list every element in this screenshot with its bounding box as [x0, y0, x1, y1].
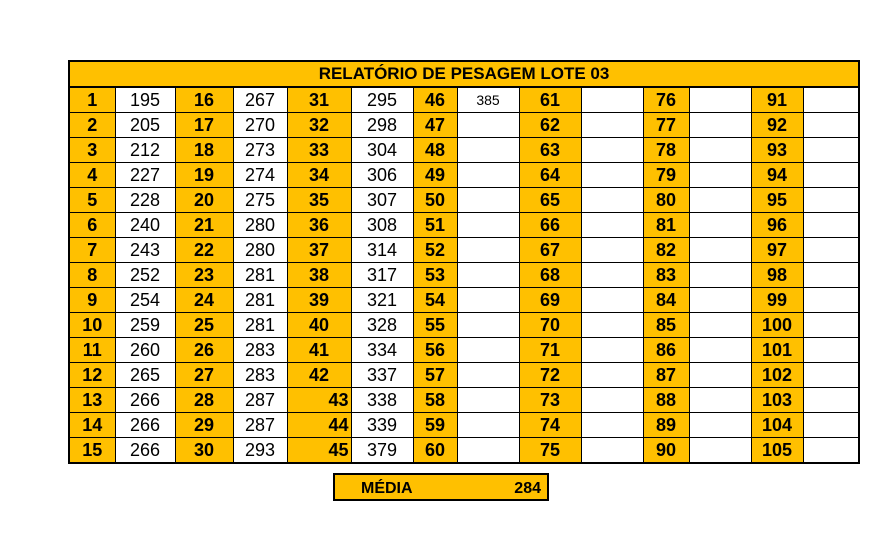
- weight-cell: [689, 413, 751, 438]
- animal-number-cell: 10: [69, 313, 115, 338]
- weight-cell: [803, 87, 859, 113]
- weight-cell: [689, 238, 751, 263]
- animal-number-cell: 59: [413, 413, 457, 438]
- data-row: [69, 113, 859, 138]
- animal-number-cell: 71: [519, 338, 581, 363]
- animal-number-cell: 33: [287, 138, 351, 163]
- animal-number-cell: 22: [175, 238, 233, 263]
- animal-number-cell: 56: [413, 338, 457, 363]
- animal-number-cell: 17: [175, 113, 233, 138]
- weight-cell: [457, 313, 519, 338]
- data-row: [69, 213, 859, 238]
- animal-number-cell: 8: [69, 263, 115, 288]
- weight-cell: 328: [351, 313, 413, 338]
- weight-cell: 334: [351, 338, 413, 363]
- animal-number-cell: 32: [287, 113, 351, 138]
- weight-cell: [803, 438, 859, 464]
- animal-number-cell: 68: [519, 263, 581, 288]
- animal-number-cell: 5: [69, 188, 115, 213]
- weight-cell: [581, 163, 643, 188]
- animal-number-cell: 60: [413, 438, 457, 464]
- weight-cell: [689, 87, 751, 113]
- weight-cell: 295: [351, 87, 413, 113]
- animal-number-cell: 46: [413, 87, 457, 113]
- animal-number-cell: 13: [69, 388, 115, 413]
- animal-number-cell: 66: [519, 213, 581, 238]
- animal-number-cell: 31: [287, 87, 351, 113]
- weight-cell: [457, 188, 519, 213]
- animal-number-cell: 93: [751, 138, 803, 163]
- weight-cell: [803, 363, 859, 388]
- animal-number-cell: 64: [519, 163, 581, 188]
- weight-cell: [581, 188, 643, 213]
- weight-cell: 205: [115, 113, 175, 138]
- weight-cell: [689, 388, 751, 413]
- weight-cell: [803, 288, 859, 313]
- weight-cell: 270: [233, 113, 287, 138]
- weight-cell: [457, 213, 519, 238]
- data-row: [69, 413, 859, 438]
- weight-cell: 317: [351, 263, 413, 288]
- animal-number-cell: 48: [413, 138, 457, 163]
- animal-number-cell: 49: [413, 163, 457, 188]
- data-row: [69, 87, 859, 113]
- weight-cell: [581, 138, 643, 163]
- weight-cell: [581, 288, 643, 313]
- weight-cell: 267: [233, 87, 287, 113]
- report-title: RELATÓRIO DE PESAGEM LOTE 03: [69, 61, 859, 87]
- animal-number-cell: 102: [751, 363, 803, 388]
- weight-cell: 227: [115, 163, 175, 188]
- weight-cell: [581, 313, 643, 338]
- animal-number-cell: 94: [751, 163, 803, 188]
- weight-cell: [689, 363, 751, 388]
- weight-cell: [803, 263, 859, 288]
- weight-cell: 243: [115, 238, 175, 263]
- weight-cell: [457, 338, 519, 363]
- weight-cell: 259: [115, 313, 175, 338]
- weight-cell: 254: [115, 288, 175, 313]
- animal-number-cell: 77: [643, 113, 689, 138]
- weight-cell: [581, 438, 643, 464]
- data-row: [69, 163, 859, 188]
- animal-number-cell: 95: [751, 188, 803, 213]
- title-row: [69, 61, 859, 87]
- weight-cell: [689, 138, 751, 163]
- weight-cell: 293: [233, 438, 287, 464]
- weight-cell: 228: [115, 188, 175, 213]
- average-label: MÉDIA: [361, 480, 413, 497]
- weight-cell: [689, 213, 751, 238]
- animal-number-cell: 25: [175, 313, 233, 338]
- animal-number-cell: 35: [287, 188, 351, 213]
- animal-number-cell: 96: [751, 213, 803, 238]
- animal-number-cell: 82: [643, 238, 689, 263]
- weight-cell: 304: [351, 138, 413, 163]
- weight-cell: 274: [233, 163, 287, 188]
- weight-cell: 385: [457, 87, 519, 113]
- weight-cell: 314: [351, 238, 413, 263]
- animal-number-cell: 11: [69, 338, 115, 363]
- animal-number-cell: 51: [413, 213, 457, 238]
- weight-cell: 240: [115, 213, 175, 238]
- animal-number-cell: 105: [751, 438, 803, 464]
- average-box: [333, 473, 549, 501]
- weight-cell: 280: [233, 238, 287, 263]
- data-row: [69, 188, 859, 213]
- data-row: [69, 438, 859, 464]
- weight-cell: 266: [115, 438, 175, 464]
- weight-cell: 266: [115, 388, 175, 413]
- animal-number-cell: 39: [287, 288, 351, 313]
- data-row: [69, 363, 859, 388]
- data-row: [69, 313, 859, 338]
- animal-number-cell: 81: [643, 213, 689, 238]
- animal-number-cell: 97: [751, 238, 803, 263]
- weight-cell: 283: [233, 363, 287, 388]
- weight-cell: 287: [233, 388, 287, 413]
- animal-number-cell: 57: [413, 363, 457, 388]
- animal-number-cell: 7: [69, 238, 115, 263]
- weight-cell: 283: [233, 338, 287, 363]
- weight-cell: [581, 388, 643, 413]
- animal-number-cell: 61: [519, 87, 581, 113]
- animal-number-cell: 91: [751, 87, 803, 113]
- data-row: [69, 388, 859, 413]
- weight-cell: [803, 213, 859, 238]
- animal-number-cell: 20: [175, 188, 233, 213]
- animal-number-cell: 34: [287, 163, 351, 188]
- weight-cell: 212: [115, 138, 175, 163]
- weight-cell: [581, 87, 643, 113]
- weight-cell: [803, 113, 859, 138]
- animal-number-cell: 16: [175, 87, 233, 113]
- weight-cell: [803, 413, 859, 438]
- weight-cell: [581, 413, 643, 438]
- animal-number-cell: 19: [175, 163, 233, 188]
- animal-number-cell: 103: [751, 388, 803, 413]
- weight-cell: 321: [351, 288, 413, 313]
- animal-number-cell: 29: [175, 413, 233, 438]
- weight-cell: [803, 163, 859, 188]
- animal-number-cell: 12: [69, 363, 115, 388]
- animal-number-cell: 89: [643, 413, 689, 438]
- weighing-report-table: [68, 60, 860, 464]
- animal-number-cell: 38: [287, 263, 351, 288]
- weight-cell: [689, 163, 751, 188]
- average-value: 284: [514, 480, 541, 497]
- animal-number-cell: 62: [519, 113, 581, 138]
- weight-cell: [457, 288, 519, 313]
- animal-number-cell: 74: [519, 413, 581, 438]
- animal-number-cell: 53: [413, 263, 457, 288]
- animal-number-cell: 50: [413, 188, 457, 213]
- weight-cell: [457, 238, 519, 263]
- animal-number-cell: 54: [413, 288, 457, 313]
- animal-number-cell: 85: [643, 313, 689, 338]
- animal-number-cell: 45: [287, 438, 351, 464]
- weight-cell: [803, 188, 859, 213]
- weight-cell: 287: [233, 413, 287, 438]
- weight-cell: 252: [115, 263, 175, 288]
- weight-cell: [689, 338, 751, 363]
- animal-number-cell: 52: [413, 238, 457, 263]
- animal-number-cell: 67: [519, 238, 581, 263]
- animal-number-cell: 47: [413, 113, 457, 138]
- weight-cell: 337: [351, 363, 413, 388]
- animal-number-cell: 1: [69, 87, 115, 113]
- weight-cell: [689, 313, 751, 338]
- animal-number-cell: 27: [175, 363, 233, 388]
- weight-cell: 307: [351, 188, 413, 213]
- animal-number-cell: 84: [643, 288, 689, 313]
- animal-number-cell: 4: [69, 163, 115, 188]
- animal-number-cell: 73: [519, 388, 581, 413]
- animal-number-cell: 9: [69, 288, 115, 313]
- animal-number-cell: 24: [175, 288, 233, 313]
- animal-number-cell: 86: [643, 338, 689, 363]
- animal-number-cell: 65: [519, 188, 581, 213]
- weight-cell: [803, 388, 859, 413]
- weight-cell: 195: [115, 87, 175, 113]
- animal-number-cell: 90: [643, 438, 689, 464]
- weight-cell: 281: [233, 313, 287, 338]
- animal-number-cell: 87: [643, 363, 689, 388]
- data-row: [69, 238, 859, 263]
- animal-number-cell: 72: [519, 363, 581, 388]
- animal-number-cell: 18: [175, 138, 233, 163]
- animal-number-cell: 101: [751, 338, 803, 363]
- weight-cell: 265: [115, 363, 175, 388]
- weight-cell: [457, 388, 519, 413]
- weight-cell: [457, 138, 519, 163]
- weight-cell: [689, 438, 751, 464]
- animal-number-cell: 98: [751, 263, 803, 288]
- weight-cell: 306: [351, 163, 413, 188]
- weight-cell: [457, 438, 519, 464]
- weight-cell: 379: [351, 438, 413, 464]
- animal-number-cell: 100: [751, 313, 803, 338]
- weight-cell: 339: [351, 413, 413, 438]
- weight-cell: [581, 238, 643, 263]
- animal-number-cell: 99: [751, 288, 803, 313]
- animal-number-cell: 41: [287, 338, 351, 363]
- animal-number-cell: 42: [287, 363, 351, 388]
- weight-cell: [457, 113, 519, 138]
- animal-number-cell: 88: [643, 388, 689, 413]
- animal-number-cell: 55: [413, 313, 457, 338]
- data-row: [69, 263, 859, 288]
- animal-number-cell: 75: [519, 438, 581, 464]
- animal-number-cell: 26: [175, 338, 233, 363]
- data-row: [69, 138, 859, 163]
- animal-number-cell: 92: [751, 113, 803, 138]
- weight-cell: 273: [233, 138, 287, 163]
- animal-number-cell: 44: [287, 413, 351, 438]
- animal-number-cell: 79: [643, 163, 689, 188]
- animal-number-cell: 30: [175, 438, 233, 464]
- weight-cell: [689, 288, 751, 313]
- data-row: [69, 338, 859, 363]
- animal-number-cell: 78: [643, 138, 689, 163]
- weight-cell: [457, 163, 519, 188]
- animal-number-cell: 69: [519, 288, 581, 313]
- weight-cell: 281: [233, 263, 287, 288]
- animal-number-cell: 23: [175, 263, 233, 288]
- weight-cell: 280: [233, 213, 287, 238]
- animal-number-cell: 28: [175, 388, 233, 413]
- weight-cell: [457, 413, 519, 438]
- animal-number-cell: 21: [175, 213, 233, 238]
- weight-cell: [689, 188, 751, 213]
- weight-cell: 260: [115, 338, 175, 363]
- data-row: [69, 288, 859, 313]
- animal-number-cell: 3: [69, 138, 115, 163]
- weight-cell: 298: [351, 113, 413, 138]
- weight-cell: [581, 338, 643, 363]
- weight-cell: [581, 363, 643, 388]
- weight-cell: [457, 263, 519, 288]
- animal-number-cell: 58: [413, 388, 457, 413]
- weight-cell: [803, 313, 859, 338]
- weight-cell: [689, 263, 751, 288]
- weight-cell: 275: [233, 188, 287, 213]
- animal-number-cell: 70: [519, 313, 581, 338]
- weight-cell: 266: [115, 413, 175, 438]
- animal-number-cell: 43: [287, 388, 351, 413]
- animal-number-cell: 2: [69, 113, 115, 138]
- animal-number-cell: 6: [69, 213, 115, 238]
- animal-number-cell: 15: [69, 438, 115, 464]
- weight-cell: [803, 138, 859, 163]
- weight-cell: [689, 113, 751, 138]
- animal-number-cell: 37: [287, 238, 351, 263]
- animal-number-cell: 83: [643, 263, 689, 288]
- weight-cell: [581, 113, 643, 138]
- weight-cell: [803, 338, 859, 363]
- animal-number-cell: 76: [643, 87, 689, 113]
- weight-cell: 308: [351, 213, 413, 238]
- animal-number-cell: 104: [751, 413, 803, 438]
- weight-cell: [581, 263, 643, 288]
- animal-number-cell: 36: [287, 213, 351, 238]
- weight-cell: [581, 213, 643, 238]
- weight-cell: 281: [233, 288, 287, 313]
- weight-cell: [803, 238, 859, 263]
- animal-number-cell: 63: [519, 138, 581, 163]
- weight-cell: [457, 363, 519, 388]
- weight-cell: 338: [351, 388, 413, 413]
- animal-number-cell: 80: [643, 188, 689, 213]
- animal-number-cell: 40: [287, 313, 351, 338]
- animal-number-cell: 14: [69, 413, 115, 438]
